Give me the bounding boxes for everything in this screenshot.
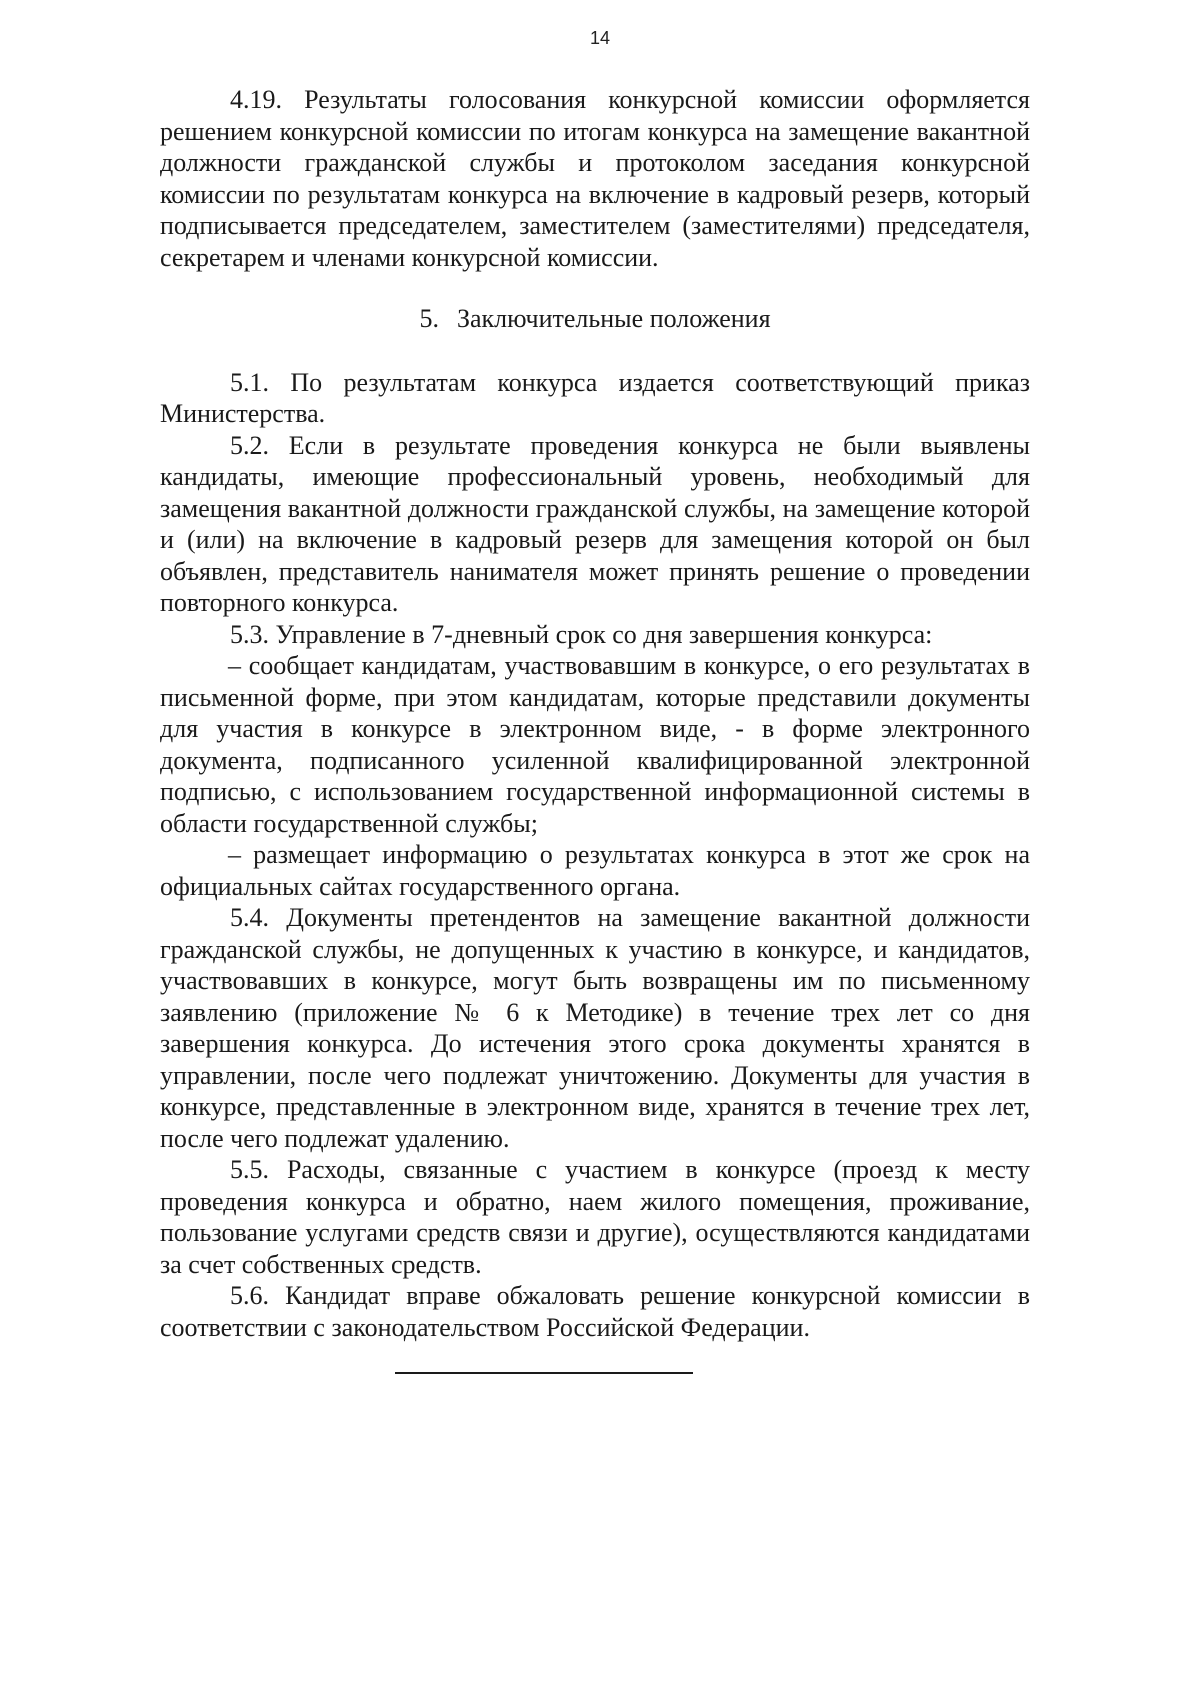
paragraph-5-1: 5.1. По результатам конкурса издается соответствующий приказ Министерства. (160, 367, 1030, 428)
paragraph-4-19: 4.19. Результаты голосования конкурсной комиссии оформляется решением конкурсной комиссии по итогам конкурса на замещение вакантной должности гражданской службы и протоколом заседания конкурсной комиссии по результатам конкурса на включение в кадровый резерв, который подписывается председателем, заместителем (заместителями) председателя, секретарем и членами конкурсной комиссии. (160, 85, 1030, 272)
document-body (160, 84, 1030, 1343)
end-divider-line (395, 1372, 693, 1374)
section-title: Заключительные положения (456, 304, 771, 333)
section-heading (160, 303, 1030, 335)
section-number: 5. (419, 304, 439, 333)
bullet-item-publish: – размещает информацию о результатах конкурса в этот же срок на официальных сайтах государственного органа. (160, 840, 1030, 901)
paragraph-5-3: 5.3. Управление в 7-дневный срок со дня завершения конкурса: (230, 619, 933, 649)
paragraph-5-6: 5.6. Кандидат вправе обжаловать решение конкурсной комиссии в соответствии с законодательством Российской Федерации. (160, 1281, 1030, 1342)
paragraph-5-4: 5.4. Документы претендентов на замещение вакантной должности гражданской службы, не допущенных к участию в конкурсе, и кандидатов, участвовавших в конкурсе, могут быть возвращены им по письменному заявлению (приложение № 6 к Методике) в течение трех лет со дня завершения конкурса. До истечения этого срока документы хранятся в управлении, после чего подлежат уничтожению. Документы для участия в конкурсе, представленные в электронном виде, хранятся в течение трех лет, после чего подлежат удалению. (160, 903, 1030, 1153)
paragraph-5-2: 5.2. Если в результате проведения конкурса не были выявлены кандидаты, имеющие профессиональный уровень, необходимый для замещения вакантной должности гражданской службы, на замещение которой и (или) на включение в кадровый резерв для замещения которой он был объявлен, представитель нанимателя может принять решение о проведении повторного конкурса. (160, 430, 1030, 617)
bullet-item-notify: – сообщает кандидатам, участвовавшим в конкурсе, о его результатах в письменной форме, при этом кандидатам, которые представили документы для участия в конкурсе в электронном виде, - в форме электронного документа, подписанного усиленной квалифицированной электронной подписью, с использованием государственной информационной системы в области государственной службы; (160, 651, 1030, 838)
paragraph-5-5: 5.5. Расходы, связанные с участием в конкурсе (проезд к месту проведения конкурса и обратно, наем жилого помещения, проживание, пользование услугами средств связи и другие), осуществляются кандидатами за счет собственных средств. (160, 1155, 1030, 1279)
page-number: 14 (589, 28, 611, 48)
